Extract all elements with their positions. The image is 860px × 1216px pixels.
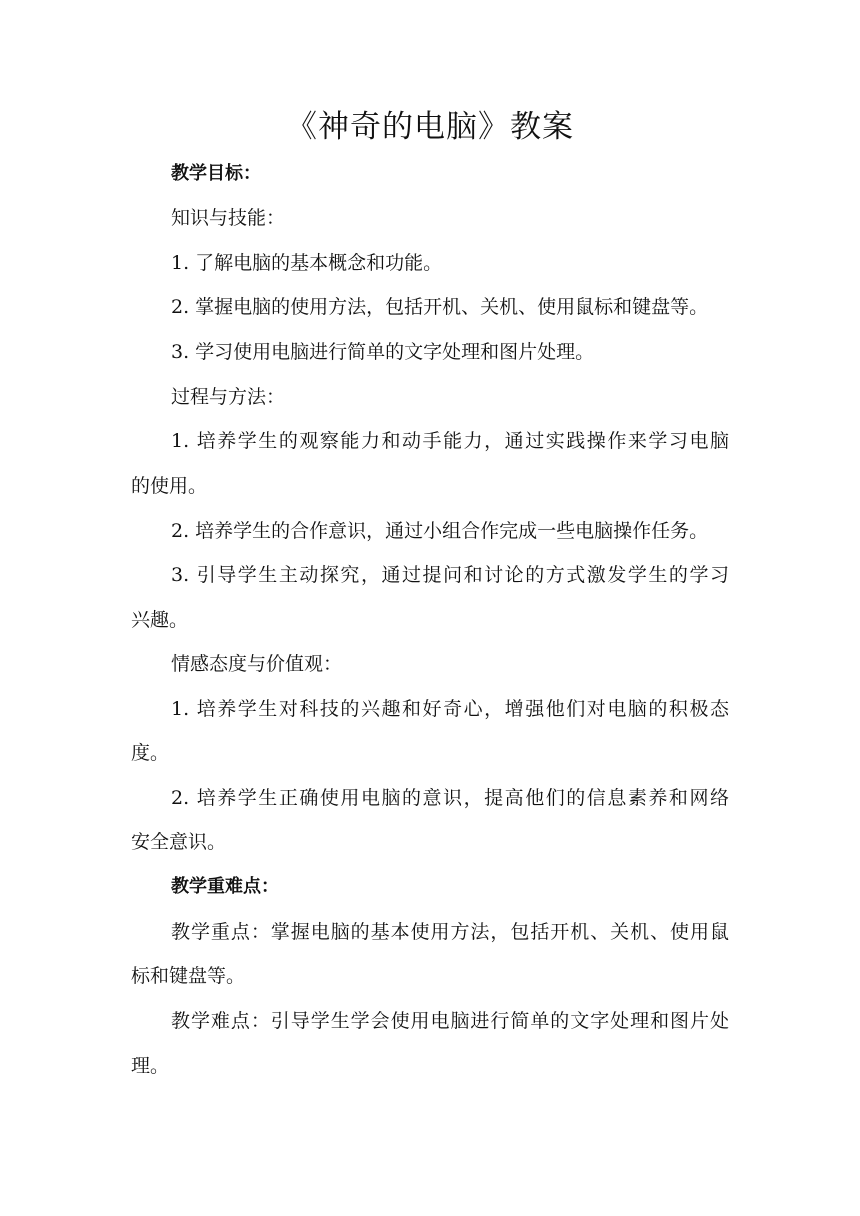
list-item: 1. 了解电脑的基本概念和功能。 (171, 252, 443, 274)
paragraph-key-point: 教学重点：掌握电脑的基本使用方法，包括开机、关机、使用鼠 (171, 921, 729, 943)
subheading-process-methods: 过程与方法： (171, 386, 286, 408)
list-item: 2. 掌握电脑的使用方法，包括开机、关机、使用鼠标和键盘等。 (171, 296, 709, 318)
list-item: 2. 培养学生正确使用电脑的意识，提高他们的信息素养和网络 (171, 787, 729, 809)
list-item: 3. 学习使用电脑进行简单的文字处理和图片处理。 (171, 341, 595, 363)
subheading-knowledge-skills: 知识与技能： (171, 207, 286, 229)
list-item: 2. 培养学生的合作意识，通过小组合作完成一些电脑操作任务。 (171, 520, 709, 542)
list-item: 3. 引导学生主动探究，通过提问和讨论的方式激发学生的学习 (171, 564, 729, 586)
paragraph-difficulty: 教学难点：引导学生学会使用电脑进行简单的文字处理和图片处 (171, 1010, 729, 1032)
document-title: 《神奇的电脑》教案 (286, 109, 574, 145)
paragraph-continuation: 理。 (131, 1055, 170, 1077)
list-item: 1. 培养学生的观察能力和动手能力，通过实践操作来学习电脑 (171, 430, 729, 452)
list-item: 1. 培养学生对科技的兴趣和好奇心，增强他们对电脑的积极态 (171, 698, 729, 720)
list-item-continuation: 兴趣。 (131, 609, 189, 631)
subheading-attitudes-values: 情感态度与价值观： (171, 653, 343, 675)
section-heading-key-points: 教学重难点： (171, 876, 279, 897)
list-item-continuation: 安全意识。 (131, 831, 227, 853)
section-heading-objectives: 教学目标： (171, 163, 261, 184)
list-item-continuation: 度。 (131, 742, 170, 764)
paragraph-continuation: 标和键盘等。 (131, 965, 246, 987)
list-item-continuation: 的使用。 (131, 475, 208, 497)
